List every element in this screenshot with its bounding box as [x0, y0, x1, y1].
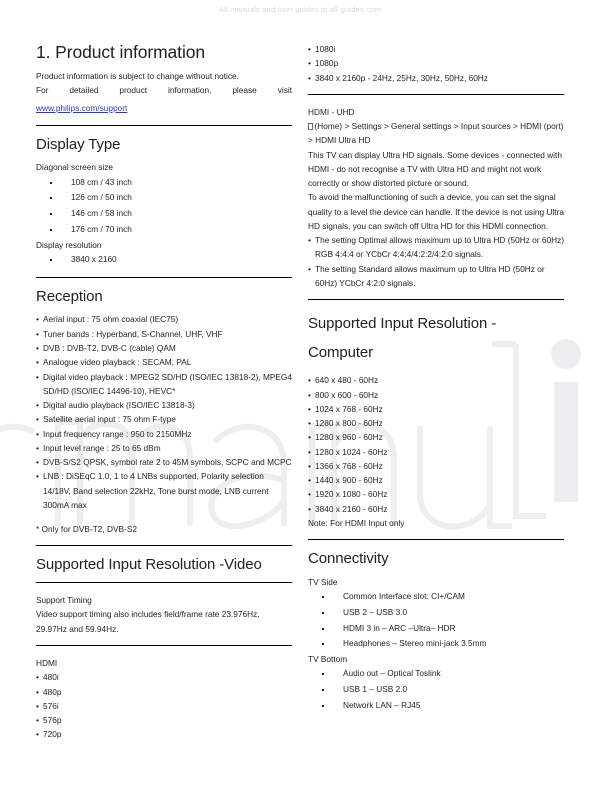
- list-item: Headphones – Stereo mini-jack 3.5mm: [308, 636, 564, 652]
- list-item: • 1920 x 1080 - 60Hz: [308, 487, 564, 501]
- list-item: • 800 x 600 - 60Hz: [308, 388, 564, 402]
- computer-resolution-note: Note: For HDMI Input only: [308, 517, 405, 528]
- list-item: • The setting Optimal allows maximum up to Ultra HD (50Hz or 60Hz) RGB 4:4:4 or YCbCr 4:4:4/4:2:2/4:2:0 signals.: [308, 233, 564, 262]
- list-item: • 720p: [36, 727, 292, 741]
- intro-line-1: Product information is subject to change without notice.: [36, 71, 239, 82]
- list-item: • 640 x 480 - 60Hz: [308, 373, 564, 387]
- section-divider: [308, 299, 564, 300]
- list-item: • DVB-S/S2 QPSK, symbol rate 2 to 45M symbols, SCPC and MCPC: [36, 455, 292, 469]
- section-divider: [36, 545, 292, 546]
- heading-line-1: Supported Input Resolution -: [308, 315, 497, 333]
- list-tv-bottom-connectors: [308, 666, 564, 713]
- list-item: • Aerial input : 75 ohm coaxial (IEC75): [36, 312, 292, 326]
- list-item: • 3840 x 2160 - 60Hz: [308, 502, 564, 516]
- list-item: • 1080i: [308, 42, 564, 56]
- list-item: • Input level range : 25 to 65 dBm: [36, 441, 292, 455]
- label-hdmi: HDMI: [36, 657, 58, 668]
- hdmi-uhd-breadcrumb: [308, 119, 564, 148]
- list-item: • LNB : DiSEqC 1.0, 1 to 4 LNBs supported, Polarity selection 14/18V, Band selection 22kHz, Tone burst mode, LNB current 300mA max: [36, 469, 292, 512]
- list-item: 126 cm / 50 inch: [36, 190, 292, 206]
- list-item: 176 cm / 70 inch: [36, 222, 292, 238]
- list-diagonal-sizes: [36, 175, 292, 238]
- left-column: [36, 42, 292, 742]
- list-item: Network LAN – RJ45: [308, 698, 564, 714]
- list-computer-resolutions: [308, 373, 564, 530]
- list-hdmi-modes-continued: [308, 42, 564, 85]
- list-reception-specs: [36, 312, 292, 512]
- hdmi-uhd-paragraph: This TV can display Ultra HD signals. Some devices - connected with HDMI - do not recognise a TV with Ultra HD and might not work correctly or show distorted picture or sound.: [308, 149, 562, 189]
- list-hdmi-modes: [36, 670, 292, 741]
- list-item: • 1280 x 800 - 60Hz: [308, 416, 564, 430]
- section-heading-reception: Reception: [36, 287, 103, 305]
- breadcrumb: (Home) > Settings > General settings > Input sources > HDMI (port) > HDMI Ultra HD: [308, 121, 564, 146]
- section-divider: [308, 94, 564, 95]
- list-item: 146 cm / 58 inch: [36, 206, 292, 222]
- list-item: • 1366 x 768 - 60Hz: [308, 459, 564, 473]
- list-item: • Satellite aerial input : 75 ohm F-type: [36, 412, 292, 426]
- list-item: • 1440 x 900 - 60Hz: [308, 473, 564, 487]
- list-item: • Input frequency range : 950 to 2150MHz: [36, 427, 292, 441]
- label-tv-side: TV Side: [308, 576, 338, 587]
- list-item: • 3840 x 2160p - 24Hz, 25Hz, 30Hz, 50Hz, 60Hz: [308, 71, 564, 85]
- list-item: HDMI 3 in – ARC –Ultra– HDR: [308, 621, 564, 637]
- reception-footnote: * Only for DVB-T2, DVB-S2: [36, 524, 137, 535]
- section-heading-input-resolution-computer: [308, 310, 564, 367]
- site-header-text: All manuals and user guides at all-guides.com: [219, 5, 381, 14]
- section-divider: [36, 582, 292, 583]
- list-hdmi-uhd-settings: [308, 233, 564, 290]
- list-item: • 576i: [36, 699, 292, 713]
- label-hdmi-uhd: HDMI - UHD: [308, 106, 355, 117]
- list-item: • Analogue video playback : SECAM, PAL: [36, 355, 292, 369]
- label-support-timing: Support Timing: [36, 595, 92, 606]
- intro-line-2: For detailed product information, please visit: [36, 85, 292, 96]
- heading-line-2: Computer: [308, 343, 374, 361]
- list-item: • Tuner bands : Hyperband, S-Channel, UHF, VHF: [36, 327, 292, 341]
- list-item: 3840 x 2160: [36, 252, 292, 268]
- section-heading-display-type: Display Type: [36, 135, 121, 153]
- list-item: USB 1 – USB 2.0: [308, 682, 564, 698]
- list-tv-side-connectors: [308, 589, 564, 652]
- section-heading-input-resolution-video: Supported Input Resolution -Video: [36, 556, 262, 574]
- section-divider: [36, 277, 292, 278]
- document-body: [0, 42, 600, 806]
- list-item: • DVB : DVB-T2, DVB-C (cable) QAM: [36, 341, 292, 355]
- page-title: 1. Product information: [36, 42, 205, 62]
- list-item: • Digital video playback : MPEG2 SD/HD (ISO/IEC 13818-2), MPEG4 SD/HD (ISO/IEC 14496-10), HEVC*: [36, 370, 292, 399]
- list-item: • The setting Standard allows maximum up to Ultra HD (50Hz or 60Hz) YCbCr 4:2:0 signals.: [308, 262, 564, 291]
- label-diagonal-screen-size: Diagonal screen size: [36, 162, 114, 173]
- home-icon: [308, 123, 313, 130]
- list-item: 108 cm / 43 inch: [36, 175, 292, 191]
- label-display-resolution: Display resolution: [36, 239, 102, 250]
- list-item: • 1024 x 768 - 60Hz: [308, 402, 564, 416]
- list-item: • 1280 x 960 - 60Hz: [308, 430, 564, 444]
- label-tv-bottom: TV Bottom: [308, 654, 348, 665]
- list-item: • 480p: [36, 685, 292, 699]
- list-item: Common Interface slot: CI+/CAM: [308, 589, 564, 605]
- list-item: • 1080p: [308, 56, 564, 70]
- hdmi-uhd-paragraph: To avoid the malfunctioning of such a device, you can set the signal quality to a level the device can handle. If the device is not using Ultra HD signals, you can switch off Ultra HD for this HDMI connection.: [308, 192, 564, 231]
- list-item: • 576p: [36, 713, 292, 727]
- philips-support-link[interactable]: www.philips.com/support: [36, 102, 128, 113]
- list-item: Audio out – Optical Toslink: [308, 666, 564, 682]
- list-item: • Digital audio playback (ISO/IEC 13818-3): [36, 398, 292, 412]
- list-item: • 480i: [36, 670, 292, 684]
- section-divider: [36, 645, 292, 646]
- section-heading-connectivity: Connectivity: [308, 550, 389, 568]
- support-timing-text: Video support timing also includes field/frame rate 23.976Hz, 29.97Hz and 59.94Hz.: [36, 609, 260, 634]
- section-divider: [308, 539, 564, 540]
- list-item: USB 2 – USB 3.0: [308, 605, 564, 621]
- right-column: [308, 42, 564, 714]
- section-divider: [36, 125, 292, 126]
- list-display-resolution: [36, 252, 292, 268]
- list-item: • 1280 x 1024 - 60Hz: [308, 445, 564, 459]
